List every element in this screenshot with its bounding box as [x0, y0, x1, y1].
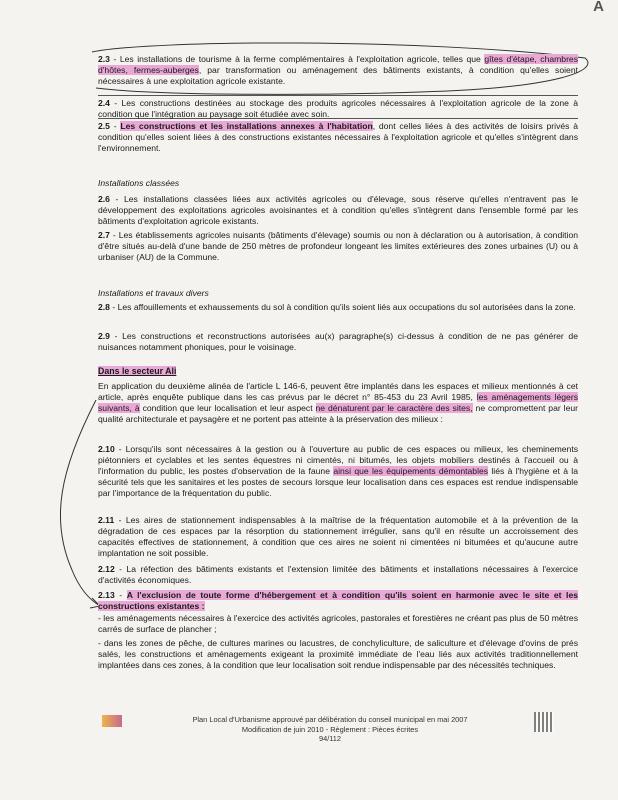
article-number: 2.10 — [98, 444, 115, 454]
article-text: Les installations classées liées aux activités agricoles ou d'élevage, sous réserve qu'elles n'entravent pas le développement des exploitations agricoles avoisinantes et à condition qu'elles s'intègrent dans l'ensemble formé par les bâtiments d'exploitation agricole existants. — [98, 194, 578, 226]
article-2-11: 2.11 - Les aires de stationnement indispensables à la maîtrise de la fréquentation automobile et à la prévention de la dégradation de ces espaces par la résorption du stationnement irrégulier, sans qu'il en résulte un accroissement des capacités effectives de stationnement, à condition que ces aires ne soient ni cimentées ni bitumées et qu'aucune autre implantation ne soit possible. — [98, 515, 578, 558]
article-2-7: 2.7 - Les établissements agricoles nuisants (bâtiments d'élevage) soumis ou non à déclaration ou à autorisation, à condition d'être situés au-delà d'une bande de 250 mètres de profondeur longeant les limites extérieures des zones urbaines (U) ou à urbaniser (AU) de la Commune. — [98, 230, 579, 262]
article-number: 2.6 — [98, 194, 110, 204]
page-number: 94/112 — [318, 734, 342, 743]
article-2-5: 2.5 - Les constructions et les installations annexes à l'habitation, dont celles liées à des activités de loisirs privés à condition qu'elles soient liées à des constructions existantes nécessaires à l'exploitation agricole et qu'elles s'intègrent dans l'environnement. — [98, 121, 578, 153]
corner-mark: A — [593, 0, 604, 15]
article-number: 2.4 — [98, 98, 110, 108]
article-number: 2.12 — [98, 564, 115, 574]
highlighted-text: ne dénaturent par le caractère des sites, — [315, 403, 473, 413]
article-number: 2.7 — [98, 230, 110, 240]
article-number: 2.9 — [98, 331, 110, 341]
footer-line: Modification de juin 2010 - Règlement : Pièces écrites — [241, 724, 419, 734]
bullet-dash: - — [98, 613, 104, 623]
section-heading: Installations classées — [98, 178, 180, 188]
barcode-icon — [534, 712, 554, 732]
article-text: , dont celles liées à des activités de loisirs privés à condition qu'elles soient liées à des constructions existantes nécessaires à l'exploitation agricole et qu'elles s'intègrent dans l'environnement. — [98, 121, 578, 153]
article-number: 2.8 — [98, 302, 110, 312]
highlighted-text: A l'exclusion de toute forme d'hébergement et à condition qu'ils soient en harmonie avec le site et les constructions existantes : — [98, 590, 579, 611]
intro-text: ne compromettent par leur qualité architecturale et paysagère et ne portent pas atteinte à la préservation des milieux : — [98, 403, 578, 424]
article-2-4: 2.4 - Les constructions destinées au stockage des produits agricoles nécessaires à l'exploitation agricole de la zone à condition que l'intégration au paysage soit étudiée avec soin. — [98, 98, 578, 119]
article-text: Les établissements agricoles nuisants (bâtiments d'élevage) soumis ou non à déclaration ou à autorisation, à condition d'être situés au-delà d'une bande de 250 mètres de profondeur longeant les limites extérieures des zones urbaines (U) ou à urbaniser (AU) de la Commune. — [98, 230, 579, 262]
hand-drawn-arrow-line — [60, 400, 100, 606]
article-text: Les installations de tourisme à la ferme complémentaires à l'exploitation agricole, telles que — [119, 54, 485, 64]
article-number: 2.3 — [98, 54, 110, 64]
article-text: Les aires de stationnement indispensables à la maîtrise de la fréquentation automobile et à la prévention de la dégradation de ces espaces par la résorption du stationnement irrégulier, sans qu'il en résulte un accroissement des capacités effectives de stationnement, à condition que ces aires ne soient ni cimentées ni bitumées et qu'aucune autre implantation ne soit possible. — [98, 515, 578, 558]
municipal-logo — [102, 715, 122, 727]
list-item — [98, 613, 578, 635]
bullet-dash: - — [98, 638, 104, 648]
highlighted-text: ainsi que les équipements démontables — [333, 466, 489, 476]
article-number: 2.5 — [98, 121, 110, 131]
article-2-8: 2.8 - Les affouillements et exhaussements du sol à condition qu'ils soient liés aux occupations du sol autorisées dans la zone. — [98, 302, 576, 312]
article-2-10: 2.10 - Lorsqu'ils sont nécessaires à la gestion ou à l'ouverture au public de ces espaces ou milieux, les cheminements piétonniers et cyclables et les sentes équestres ni cimentés, ni bitumés, les objets mobiliers destinés à l'accueil ou à l'information du public, les postes d'observation de la faune ainsi que les équipements démontables liés à l'hygiène et à la sécurité tels que les sanitaires et les postes de secours lorsque leur localisation dans ces espaces est rendue indispensable par l'importance de la fréquentation du public. — [98, 444, 578, 498]
intro-text: condition que leur localisation et leur aspect — [139, 403, 316, 413]
divider — [98, 95, 578, 96]
article-text: Les constructions et reconstructions autorisées au(x) paragraphe(s) ci-dessus à condition de ne pas générer de nuisances notamment phoniques, pour le voisinage. — [98, 331, 578, 352]
intro-text: En application du deuxième alinéa de l'article L 146-6, peuvent être implantés dans les espaces et milieux mentionnés à cet article, après enquête publique dans les cas prévus par le décret n° 85-453 du 23 Avril 1985, — [98, 381, 578, 402]
article-2-13: 2.13 - A l'exclusion de toute forme d'hébergement et à condition qu'ils soient en harmonie avec le site et les constructions existantes : — [98, 590, 579, 611]
article-number: 2.11 — [98, 515, 115, 525]
article-text: Les constructions destinées au stockage des produits agricoles nécessaires à l'exploitation agricole de la zone à condition que l'intégration au paysage soit étudiée avec soin. — [98, 98, 578, 119]
article-2-12: 2.12 - La réfection des bâtiments existants et l'extension limitée des bâtiments et installations nécessaires à l'exercice d'activités économiques. — [98, 564, 579, 585]
article-text: Lorsqu'ils sont nécessaires à la gestion ou à l'ouverture au public de ces espaces ou milieux, les cheminements piétonniers et cyclables et les sentes équestres ni cimentés, ni bitumés, les objets mobiliers destinés à l'accueil ou à l'information du public, les postes d'observation de la faune — [98, 444, 578, 476]
list-item — [98, 638, 578, 671]
article-text: liés à l'hygiène et à la sécurité tels que les sanitaires et les postes de secours lorsque leur localisation dans ces espaces est rendue indispensable par l'importance de la fréquentation du public. — [98, 466, 578, 498]
highlighted-text: Les constructions et les installations annexes à l'habitation — [120, 121, 373, 131]
article-2-3: 2.3 - Les installations de tourisme à la ferme complémentaires à l'exploitation agricole, telles que gîtes d'étape, chambres d'hôtes, fermes-auberges, par transformation ou aménagement des bâtiments existants, à condition qu'elles soient nécessaires à une exploitation agricole existante. — [98, 54, 579, 86]
article-text: La réfection des bâtiments existants et l'extension limitée des bâtiments et installations nécessaires à l'exercice d'activités économiques. — [98, 564, 579, 585]
article-2-6: 2.6 - Les installations classées liées aux activités agricoles ou d'élevage, sous réserve qu'elles n'entravent pas le développement des exploitations agricoles avoisinantes et à condition qu'elles s'intègrent dans l'ensemble formé par les bâtiments d'exploitation agricole existants. — [98, 194, 578, 226]
sector-intro — [98, 381, 578, 425]
section-heading: Installations et travaux divers — [98, 288, 209, 298]
article-text: Les affouillements et exhaussements du sol à condition qu'ils soient liés aux occupations du sol autorisées dans la zone. — [117, 302, 576, 312]
bullet-text: les aménagements nécessaires à l'exercice des activités agricoles, pastorales et forestières ne créant pas plus de 50 mètres carrés de surface de plancher ; — [98, 613, 579, 634]
sector-heading: Dans le secteur Ali — [98, 366, 177, 376]
footer-line: Plan Local d'Urbanisme approuvé par délibération du conseil municipal en mai 2007 — [192, 715, 468, 724]
article-number: 2.13 — [98, 590, 115, 600]
highlighted-text: les aménagements légers suivants, à — [98, 392, 578, 413]
article-2-9: 2.9 - Les constructions et reconstructions autorisées au(x) paragraphe(s) ci-dessus à condition de ne pas générer de nuisances notamment phoniques, pour le voisinage. — [98, 331, 578, 352]
bullet-text: dans les zones de pêche, de cultures marines ou lacustres, de conchyliculture, de saliculture et d'élevage d'ovins de prés salés, les constructions et aménagements exigeant la proximité immédiate de l'eau liés aux activités traditionnellement implantées dans ces zones, à la condition que leur localisation soit rendue indispensable par des nécessités techniques. — [98, 638, 578, 670]
article-text: , par transformation ou aménagement des bâtiments existants, à condition qu'elles soient nécessaires à une exploitation agricole existante. — [98, 65, 578, 86]
page-footer — [170, 715, 490, 744]
highlighted-text: gîtes d'étape, chambres d'hôtes, fermes-auberges — [98, 54, 579, 75]
